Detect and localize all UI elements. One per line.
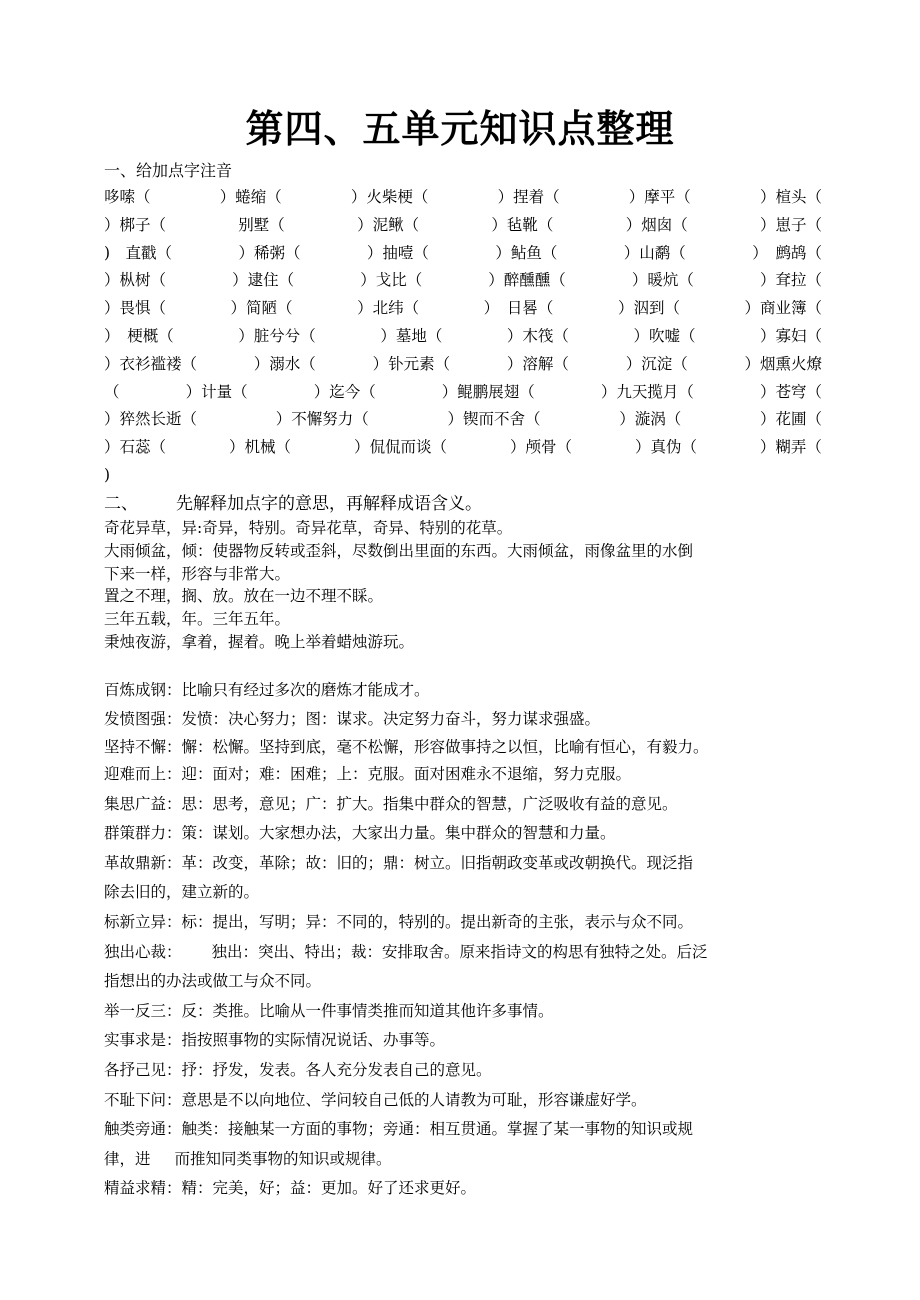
exercise-item: （	[104, 382, 120, 401]
exercise-row	[104, 295, 822, 323]
definition-line: 指想出的办法或做工与众不同。	[104, 972, 322, 991]
exercise-item: ）烟囱（	[625, 215, 688, 234]
exercise-item: 别墅（	[238, 215, 285, 234]
definition-line: 大雨倾盆，倾：使器物反转或歪斜，尽数倒出里面的东西。大雨倾盆，雨像盆里的水倒	[104, 541, 694, 560]
exercise-item: ）山鹬（	[623, 243, 686, 262]
idiom-label: 独出心裁：	[104, 942, 182, 961]
exercise-item: ）猝然长逝（	[104, 410, 198, 429]
definition-line: 标新立异：标：提出，写明；异：不同的，特别的。提出新奇的主张，表示与众不同。	[104, 912, 694, 931]
section2-heading	[104, 492, 482, 516]
exercise-row	[104, 184, 822, 212]
definition-line: 举一反三：反：类推。比喻从一件事情类推而知道其他许多事情。	[104, 1001, 554, 1020]
idiom-label: 律，进	[104, 1149, 151, 1168]
exercise-item: ）木筏（	[506, 326, 569, 345]
exercise-item: ）不懈努力（	[275, 410, 369, 429]
exercise-item: ）机械（	[228, 438, 291, 457]
exercise-item: ）梆子（	[104, 215, 167, 234]
exercise-item: ）鲇鱼（	[495, 243, 558, 262]
idiom-definition: 而推知同类事物的知识或规律。	[174, 1149, 392, 1168]
definition-line: 坚持不懈：懈：松懈。坚持到底，毫不松懈，形容做事持之以恒，比喻有恒心，有毅力。	[104, 738, 709, 756]
definition-line: 不耻下问：意思是不以向地位、学问较自己低的人请教为可耻，形容谦虚好学。	[104, 1090, 647, 1109]
exercise-item: ） 梗概（	[104, 326, 174, 345]
definitions-group-b	[104, 676, 824, 762]
exercise-item: ）稀粥（	[238, 243, 301, 262]
exercise-row	[104, 379, 822, 407]
definition-line: 触类旁通：触类：接触某一方面的事物；旁通：相互贯通。掌握了某一事物的知识或规	[104, 1120, 694, 1139]
exercise-item: ）石蕊（	[104, 438, 167, 457]
definition-line: 革故鼎新：革：改变，革除；故：旧的；鼎：树立。旧指朝政变革或改朝换代。现泛指	[104, 853, 694, 872]
exercise-item: ）溶解（	[506, 354, 569, 373]
exercise-item: ）计量（	[185, 382, 248, 401]
exercise-item: ）烟熏火燎	[744, 354, 822, 373]
exercise-item: ）楦头（	[759, 188, 822, 206]
definition-line: 下来一样，形容与非常大。	[104, 564, 291, 583]
definition-line: 迎难而上：迎：面对；难：困难；上：克服。面对困难永不退缩，努力克服。	[104, 765, 632, 783]
exercise-item: ）漩涡（	[619, 410, 682, 429]
exercise-item: ）耷拉（	[759, 271, 822, 290]
page-title: 第四、五单元知识点整理	[245, 106, 675, 151]
exercise-item: ）鲲鹏展翅（	[441, 382, 535, 401]
exercise-item: ）花圃（	[759, 410, 822, 429]
exercise-item: ）沉淀（	[625, 354, 688, 373]
definition-line: 精益求精：精：完美，好；益：更加。好了还求更好。	[104, 1179, 477, 1198]
exercise-item: ）迄今（	[313, 382, 376, 401]
exercise-row	[104, 267, 822, 295]
exercise-item: ）钋元素（	[372, 354, 451, 373]
exercise-row	[104, 351, 822, 379]
section2-number: 二、	[104, 494, 138, 514]
exercise-item: ）北纬（	[357, 299, 420, 318]
exercise-item: ）脏兮兮（	[238, 326, 316, 345]
exercise-item: ）暖炕（	[631, 271, 694, 290]
exercise-item: ）摩平（	[628, 188, 691, 206]
definitions-group-a	[104, 517, 824, 654]
exercise-item: ）简陋（	[230, 299, 293, 318]
exercise-item: ）捏着（	[497, 188, 560, 206]
exercise-item: ）苍穹（	[759, 382, 822, 401]
exercise-item: ）醉醺醺（	[488, 271, 566, 290]
definition-line: 发愤图强：发愤：决心努力；图：谋求。决定努力奋斗，努力谋求强盛。	[104, 709, 601, 728]
definition-line: 置之不理，搁、放。放在一边不理不睬。	[104, 587, 384, 606]
exercise-item: ）戈比（	[360, 271, 423, 290]
section1-heading: 一、给加点字注音	[104, 161, 233, 180]
exercise-item: ）火柴梗（	[350, 188, 429, 206]
definition-line	[104, 938, 824, 968]
definition-line: 除去旧的，建立新的。	[104, 883, 260, 902]
definition-line: 百炼成钢：比喻只有经过多次的磨炼才能成才。	[104, 681, 430, 699]
exercise-item: ）畏惧（	[104, 299, 167, 318]
exercise-item: ）商业簿（	[744, 299, 822, 318]
section2-title: 先解释加点字的意思，再解释成语含义。	[176, 494, 482, 514]
exercise-row	[104, 240, 822, 268]
exercise-row	[104, 323, 822, 351]
exercise-row	[104, 212, 822, 240]
exercise-item: ）逮住（	[232, 271, 295, 290]
definition-line: 群策群力：策：谋划。大家想办法，大家出力量。集中群众的智慧和力量。	[104, 824, 616, 843]
exercise-item: ）蜷缩（	[219, 188, 282, 206]
exercise-item: ）锲而不舍（	[447, 410, 541, 429]
exercise-item: ) 直戳（	[104, 243, 173, 262]
exercise-item: ）侃侃而谈（	[353, 438, 447, 457]
definition-line: 三年五载，年。三年五年。	[104, 610, 291, 629]
exercise-row	[104, 434, 822, 462]
exercise-item: 哆嗦（	[104, 188, 151, 206]
exercise-item: ）抽噎（	[366, 243, 429, 262]
exercise-item: ）墓地（	[380, 326, 443, 345]
exercise-item: ）衣衫褴褛（	[104, 354, 198, 373]
exercise-item: ）崽子（	[759, 215, 822, 234]
exercise-item: ）颅骨（	[509, 438, 572, 457]
definitions-group-c	[104, 760, 824, 1204]
exercise-item: ）寡妇（	[759, 326, 822, 345]
definition-line: 秉烛夜游，拿着，握着。晚上举着蜡烛游玩。	[104, 632, 415, 651]
exercise-item: ）枞树（	[104, 271, 167, 290]
idiom-definition: 独出：突出、特出；裁：安排取舍。原来指诗文的构思有独特之处。后泛	[211, 942, 708, 961]
exercise-item: ） 鹧鸪（	[752, 243, 822, 262]
definition-line: 奇花异草，异:奇异，特别。奇异花草，奇异、特别的花草。	[104, 519, 513, 537]
exercise-item: ）泥鳅（	[357, 215, 420, 234]
exercise-item: ）泅到（	[617, 299, 680, 318]
definition-line	[104, 1145, 824, 1175]
exercise-item: )	[104, 465, 111, 484]
exercise-item: ）溺水（	[253, 354, 316, 373]
exercise-item: ）真伪（	[634, 438, 697, 457]
exercise-item: ）九天揽月（	[600, 382, 694, 401]
definition-line: 集思广益：思：思考，意见；广：扩大。指集中群众的智慧，广泛吸收有益的意见。	[104, 794, 678, 813]
exercise-item: ） 日晷（	[483, 299, 554, 318]
definition-line: 各抒己见：抒：抒发，发表。各人充分发表自己的意见。	[104, 1060, 492, 1079]
pinyin-exercise	[104, 184, 822, 490]
exercise-row	[104, 462, 822, 490]
exercise-item: ）吹嘘（	[633, 326, 696, 345]
definition-line: 实事求是：指按照事物的实际情况说话、办事等。	[104, 1031, 446, 1050]
exercise-row	[104, 406, 822, 434]
exercise-item: ）糊弄（	[759, 438, 822, 457]
exercise-item: ）毡靴（	[491, 215, 554, 234]
